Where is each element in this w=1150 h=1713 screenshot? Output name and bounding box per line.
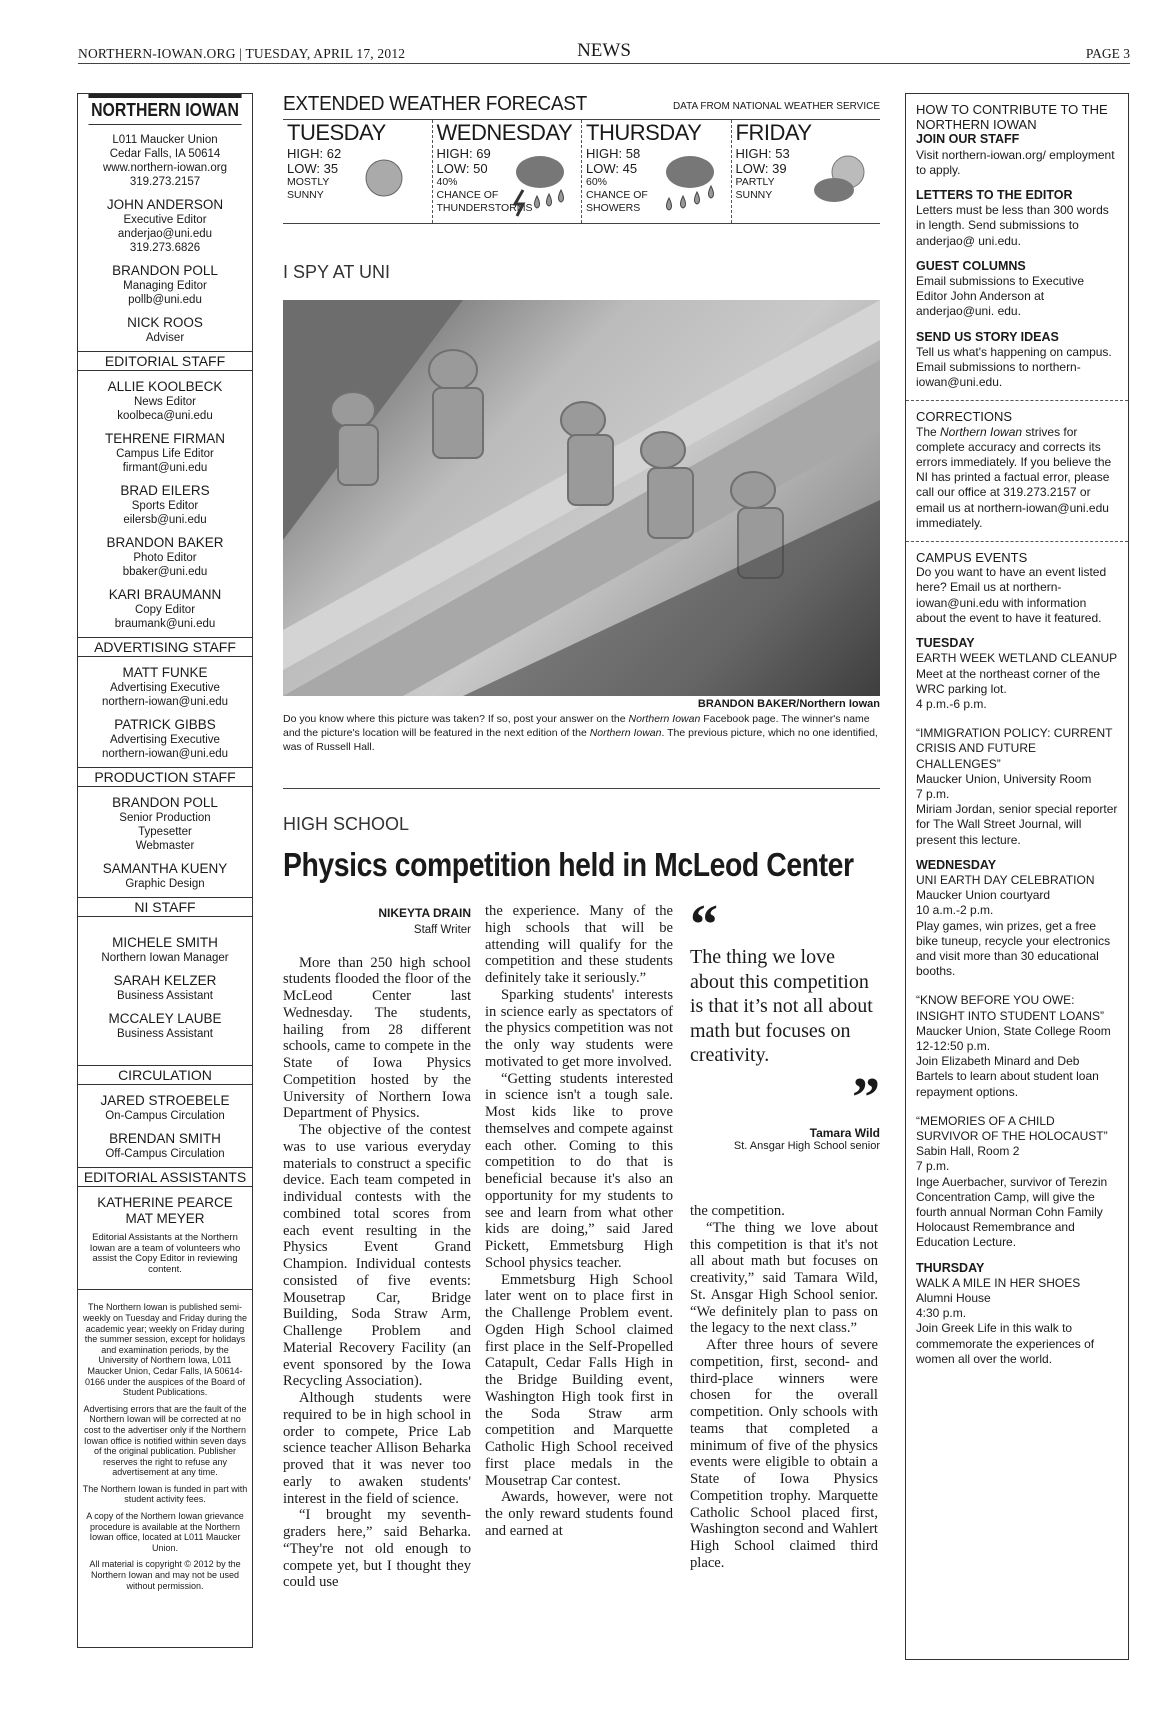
staff-detail: northern-iowan@uni.edu (101, 696, 229, 708)
staff-section-heading: PRODUCTION STAFF (78, 767, 252, 787)
caption-text: Facebook page. The winner's name and the picture's location will be featured in the next edition of the (283, 713, 870, 739)
event-listing (916, 993, 1118, 1099)
publication-notice: The Northern Iowan is published semi-weekly on Tuesday and Friday during the academic year; weekly on Friday during the summer session, except for holidays and examination periods, by the University of Northern Iowa, L011 Maucker Union, Cedar Falls, IA 50614-0166 under the auspices of the Board of Student Publications. (82, 1302, 248, 1398)
events-day-heading: TUESDAY (916, 636, 975, 651)
sidebar-heading: LETTERS TO THE EDITOR (916, 188, 1073, 203)
staff-name: ALLIE KOOLBECK (107, 379, 223, 394)
staff-detail: pollb@uni.edu (128, 294, 202, 306)
event-line: Maucker Union courtyard (916, 888, 1051, 903)
forecast-description: SUNNY (735, 189, 773, 201)
caption-publication: Northern Iowan (628, 713, 701, 725)
dashed-divider (906, 541, 1128, 542)
event-listing (916, 726, 1118, 848)
event-listing (916, 873, 1118, 979)
sidebar-heading: JOIN OUR STAFF (916, 132, 1020, 147)
article-column-2 (485, 903, 673, 1540)
staff-name: KATHERINE PEARCE (97, 1195, 233, 1210)
byline (283, 905, 471, 939)
event-line: “KNOW BEFORE YOU OWE: INSIGHT INTO STUDENT LOANS” (916, 993, 1105, 1023)
staff-name: PATRICK GIBBS (114, 717, 216, 732)
sidebar-heading: SEND US STORY IDEAS (916, 329, 1059, 344)
staff-name: TEHRENE FIRMAN (104, 431, 225, 446)
event-line: Join Elizabeth Minard and Deb Bartels to learn about student loan repayment options. (916, 1054, 1099, 1099)
staff-entry (78, 197, 252, 255)
article-paragraph: Emmetsburg High School later went on to place first in the Challenge Problem event. Ogden High School claimed first place in the Self-Propelled Catapult, Cedar Falls High in the Bridge Building event, Washington High took first in the Soda Straw arm competition and Marquette Catholic High School received first place medals in the Mousetrap Car contest. (485, 1271, 673, 1489)
weather-day-tuesday (283, 120, 432, 223)
staff-name: MAT MEYER (125, 1211, 205, 1226)
address-line: L011 Maucker Union (112, 134, 218, 146)
relief-sculpture-image (283, 300, 880, 696)
caption-text: . The previous picture, which no one identified, was of Russell Hall. (283, 727, 878, 753)
forecast-description: CHANCE OF (586, 189, 648, 201)
staff-detail: Off-Campus Circulation (105, 1148, 225, 1160)
page-number: PAGE 3 (1085, 46, 1130, 61)
article-paragraph: “Getting students interested in science isn't a tough sale. Most kids like to prove themselves and compete against each other. Coming to this competition to do that is beneficial because it's also an opportunity for my students to see and learn from what other kids are doing,” said Jared Pickett, Emmetsburg High School physics teacher. (485, 1070, 673, 1271)
masthead-box (77, 93, 253, 1648)
staff-entry (78, 665, 252, 709)
staff-detail: Executive Editor (123, 214, 207, 226)
staff-entry (78, 795, 252, 853)
staff-entry (78, 1195, 252, 1227)
event-line: 12-12:50 p.m. (916, 1038, 991, 1053)
day-name: FRIDAY (735, 120, 812, 145)
high-temp: HIGH: 69 (436, 146, 491, 161)
article-paragraph: The objective of the contest was to use various everyday materials to construct a specific device. Each team competed in individual contests with the combined total scores from each event resulting in the Physics Event Grand Champion. Individual contests consisted of five events: Mousetrap Car, Bridge Building, Soda Straw Arm, Challenge Problem and Material Recovery Facility (an event sponsored by the Iowa Recycling Association). (283, 1122, 471, 1390)
staff-name: BRANDON POLL (112, 795, 218, 810)
staff-entry (78, 1093, 252, 1123)
sidebar-text: Letters must be less than 300 words in length. Send submissions to anderjao@ uni.edu. (916, 203, 1109, 248)
sidebar-text: Email submissions to Executive Editor John Anderson at anderjao@uni. edu. (916, 274, 1085, 319)
low-temp: LOW: 39 (735, 161, 787, 176)
event-line: Alumni House (916, 1291, 991, 1306)
page-header (78, 38, 1130, 64)
article-kicker: HIGH SCHOOL (283, 814, 410, 834)
staff-name: BRANDON BAKER (106, 535, 224, 550)
staff-name: NICK ROOS (127, 315, 203, 330)
event-line: 4:30 p.m. (916, 1306, 967, 1321)
staff-entry (78, 587, 252, 631)
contribute-sidebar (905, 93, 1129, 1660)
events-day-heading: THURSDAY (916, 1260, 985, 1275)
event-line: Meet at the northeast corner of the WRC parking lot. (916, 666, 1101, 696)
pull-quote (690, 894, 880, 1152)
article-headline: Physics competition held in McLeod Center (283, 846, 854, 883)
article-paragraph: Sparking students' interests in science early as spectators of the physics competition was not the only way students were motivated to get more involved. (485, 986, 673, 1070)
low-temp: LOW: 35 (287, 161, 339, 176)
staff-section-heading: NI STAFF (78, 897, 252, 917)
event-line: Sabin Hall, Room 2 (916, 1144, 1020, 1159)
staff-name: SAMANTHA KUENY (102, 861, 228, 876)
events-intro: Do you want to have an event listed here? Email us at northern-iowan@uni.edu with information about the event to have it featured. (916, 565, 1107, 625)
staff-detail: 319.273.6826 (129, 242, 201, 254)
divider (283, 788, 880, 789)
staff-name: KARI BRAUMANN (108, 587, 222, 602)
staff-name: JOHN ANDERSON (106, 197, 224, 212)
event-listing (916, 1114, 1118, 1251)
article-paragraph: More than 250 high school students flooded the floor of the McLeod Center last Wednesday. The students, hailing from 28 different schools, came to compete in the State of Iowa Physics Competition hosted by the University of Northern Iowa Department of Physics. (283, 954, 471, 1122)
staff-detail: Northern Iowan Manager (101, 952, 229, 964)
publication-notice: All material is copyright © 2012 by the Northern Iowan and may not be used without permission. (89, 1559, 241, 1591)
staff-entry (78, 1011, 252, 1041)
close-quote-mark: ” (852, 1066, 880, 1129)
high-temp: HIGH: 53 (735, 146, 790, 161)
day-name: THURSDAY (586, 120, 702, 145)
sidebar-title: HOW TO CONTRIBUTE TO THE NORTHERN IOWAN (916, 102, 1108, 133)
forecast-description: 40% (436, 176, 458, 188)
sidebar-text: Visit northern-iowan.org/ employment to apply. (916, 147, 1115, 177)
staff-entry (78, 431, 252, 475)
staff-detail: Business Assistant (117, 1028, 213, 1040)
thunderstorm-icon (505, 150, 575, 220)
publication-notice: A copy of the Northern Iowan grievance procedure is available at the Northern Iowan office, located at L011 Maucker Union. (86, 1511, 244, 1553)
pull-quote-role: St. Ansgar High School senior (733, 1139, 880, 1152)
forecast-description: PARTLY (735, 176, 775, 188)
site-url: NORTHERN-IOWAN.ORG (78, 46, 236, 61)
staff-detail: koolbeca@uni.edu (117, 410, 213, 422)
article-paragraph: Although students were required to be in high school in order to compete, Price Lab science teacher Allison Beharka proved that it was never too early to awaken students' interest in the field of science. (283, 1390, 471, 1507)
corrections-text-part: strives for complete accuracy and corrects its errors immediately. If you believe the NI has printed a factual error, please call our office at 319.273.2157 or email us at northern-iowan@uni.edu immediately. (916, 424, 1112, 530)
day-name: WEDNESDAY (436, 120, 573, 145)
corrections-text-part: Northern Iowan (940, 424, 1023, 439)
staff-detail: Graphic Design (125, 878, 205, 890)
staff-section-heading: EDITORIAL STAFF (78, 351, 252, 371)
masthead-title: NORTHERN IOWAN (88, 94, 241, 125)
event-line: 7 p.m. (916, 1159, 950, 1174)
caption-text: Do you know where this picture was taken? If so, post your answer on the (283, 713, 629, 725)
event-line: “IMMIGRATION POLICY: CURRENT CRISIS AND FUTURE CHALLENGES” (916, 726, 1113, 771)
pull-quote-text: The thing we love about this competition is that it’s not all about math but focuses on creativity. (690, 946, 873, 1066)
section-name: NEWS (577, 40, 631, 61)
staff-entry (78, 861, 252, 891)
rain-icon (655, 150, 725, 220)
staff-detail: anderjao@uni.edu (117, 228, 213, 240)
staff-detail: braumank@uni.edu (114, 618, 216, 630)
staff-entry (78, 535, 252, 579)
staff-detail: Advertising Executive (110, 734, 220, 746)
event-line: UNI EARTH DAY CELEBRATION (916, 872, 1095, 887)
weather-day-friday (731, 120, 881, 223)
article-paragraph: “The thing we love about this competition is that it's not all about math but focuses on creativity,” said Tamara Wild, St. Ansgar High School senior. “We definitely plan to pass on the legacy to the next class.” (690, 1219, 878, 1337)
day-name: TUESDAY (287, 120, 386, 145)
header-site-date: NORTHERN-IOWAN.ORG | TUESDAY, APRIL 17, 2012 (78, 46, 406, 61)
photo-credit: BRANDON BAKER/Northern Iowan (697, 698, 880, 710)
event-line: Inge Auerbacher, survivor of Terezin Concentration Camp, will give the fourth annual Norman Cohn Family Holocaust Remembrance and Education Lecture. (916, 1174, 1108, 1250)
low-temp: LOW: 45 (586, 161, 638, 176)
events-day-heading: WEDNESDAY (916, 857, 997, 872)
high-temp: HIGH: 62 (287, 146, 342, 161)
article-column-3 (690, 1203, 878, 1572)
forecast-description: SUNNY (287, 189, 324, 201)
assistants-note: Editorial Assistants at the Northern Iowan are a team of volunteers who assist the Copy Editor in reviewing content. (78, 1233, 252, 1290)
staff-detail: Webmaster (135, 840, 195, 852)
event-line: WALK A MILE IN HER SHOES (916, 1275, 1081, 1290)
corrections-title: CORRECTIONS (916, 409, 1013, 425)
staff-name: JARED STROEBELE (100, 1093, 230, 1108)
partly-sunny-icon (804, 150, 874, 220)
publication-notice: Advertising errors that are the fault of the Northern Iowan will be corrected at no cost to the advertiser only if the Northern Iowan office is notified within seven days of the original publication. Publisher reserves the right to refuse any advertisement at any time. (83, 1403, 247, 1478)
staff-detail: Senior Production (119, 812, 211, 824)
event-listing (916, 651, 1118, 712)
staff-detail: northern-iowan@uni.edu (101, 748, 229, 760)
caption-publication: Northern Iowan (589, 727, 662, 739)
dashed-divider (906, 400, 1128, 401)
staff-section-heading: ADVERTISING STAFF (78, 637, 252, 657)
staff-detail: firmant@uni.edu (122, 462, 208, 474)
pull-quote-name: Tamara Wild (809, 1125, 880, 1140)
event-line: Maucker Union, University Room (916, 771, 1092, 786)
staff-entry (78, 379, 252, 423)
article-paragraph: After three hours of severe competition, first, second- and third-place winners were chosen for the overall competition. Only schools with teams that completed a minimum of five of the physics events were eligible to obtain a State of Iowa Physics Competition trophy. Marquette Catholic School placed first, Washington second and Wahlert High School claimed third place. (690, 1337, 878, 1571)
weather-day-thursday (581, 120, 731, 223)
article-column-1 (283, 905, 471, 1591)
event-line: 10 a.m.-2 p.m. (916, 903, 994, 918)
staff-detail: Managing Editor (123, 280, 207, 292)
byline-name: NIKEYTA DRAIN (378, 906, 471, 920)
forecast-description: MOSTLY (287, 176, 330, 188)
weather-source: DATA FROM NATIONAL WEATHER SERVICE (672, 101, 880, 112)
weather-days (283, 120, 880, 224)
event-line: 7 p.m. (916, 786, 950, 801)
corrections-text (916, 425, 1118, 531)
sun-icon (356, 150, 426, 220)
weather-day-wednesday (432, 120, 582, 223)
staff-entry (78, 315, 252, 345)
sidebar-text: Tell us what's happening on campus. Email submissions to northern-iowan@uni.edu. (916, 344, 1112, 390)
staff-name: BRAD EILERS (120, 483, 210, 498)
forecast-description: CHANCE OF (436, 189, 499, 201)
staff-entry (78, 935, 252, 965)
event-line: Play games, win prizes, get a free bike tuneup, recycle your electronics and visit more than 30 educational booths. (916, 918, 1111, 979)
event-listing (916, 1276, 1118, 1367)
staff-section-heading: EDITORIAL ASSISTANTS (78, 1167, 252, 1187)
event-line: Join Greek Life in this walk to commemorate the experiences of women all over the world. (916, 1321, 1095, 1366)
address-line: Cedar Falls, IA 50614 (109, 148, 221, 160)
ispy-title: I SPY AT UNI (283, 262, 391, 282)
corrections-text-part: The (916, 424, 941, 439)
staff-name: BRANDON POLL (112, 263, 218, 278)
staff-detail: On-Campus Circulation (105, 1110, 225, 1122)
address-line: 319.273.2157 (129, 176, 201, 188)
event-line: EARTH WEEK WETLAND CLEANUP (916, 651, 1118, 666)
article-paragraph: the experience. Many of the high schools that will be attending will qualify for the competition and these students definitely take it seriously.” (485, 903, 673, 986)
staff-entry (78, 717, 252, 761)
article-paragraph: the competition. (690, 1203, 785, 1219)
staff-name: BRENDAN SMITH (109, 1131, 221, 1146)
event-line: Miriam Jordan, senior special reporter for The Wall Street Journal, will present this lecture. (916, 802, 1118, 847)
staff-detail: Campus Life Editor (116, 448, 214, 460)
staff-name: SARAH KELZER (113, 973, 217, 988)
forecast-description: SHOWERS (586, 202, 641, 214)
masthead-address (78, 133, 252, 189)
forecast-description: THUNDERSTORMS (436, 202, 533, 214)
photo-caption (283, 712, 880, 754)
event-line: 4 p.m.-6 p.m. (916, 696, 987, 711)
staff-detail: Typesetter (138, 826, 192, 838)
staff-detail: eilersb@uni.edu (123, 514, 207, 526)
article-paragraph: “I brought my seventh-graders here,” said Beharka. “They're not old enough to compete yet, but I thought they could use (283, 1507, 471, 1591)
ispy-photo (283, 300, 880, 696)
staff-entry (78, 483, 252, 527)
staff-detail: Photo Editor (133, 552, 197, 564)
byline-title: Staff Writer (413, 923, 471, 936)
staff-name: MATT FUNKE (122, 665, 208, 680)
article-paragraph: Awards, however, were not the only reward students found and earned at (485, 1489, 673, 1539)
event-line: “MEMORIES OF A CHILD SURVIVOR OF THE HOLOCAUST” (916, 1113, 1108, 1143)
events-title: CAMPUS EVENTS (916, 550, 1028, 566)
issue-date: TUESDAY, APRIL 17, 2012 (245, 46, 406, 61)
staff-detail: News Editor (134, 396, 196, 408)
staff-entry (78, 973, 252, 1003)
open-quote-mark: “ (690, 894, 718, 956)
staff-entry (78, 263, 252, 307)
staff-name: MCCALEY LAUBE (108, 1011, 222, 1026)
address-line: www.northern-iowan.org (102, 162, 227, 174)
weather-forecast (283, 93, 880, 224)
high-temp: HIGH: 58 (586, 146, 641, 161)
staff-detail: Copy Editor (134, 604, 196, 616)
staff-detail: Adviser (145, 332, 185, 344)
sidebar-heading: GUEST COLUMNS (916, 258, 1026, 273)
forecast-description: 60% (586, 176, 608, 188)
low-temp: LOW: 50 (436, 161, 488, 176)
staff-detail: Business Assistant (117, 990, 213, 1002)
staff-detail: bbaker@uni.edu (122, 566, 208, 578)
weather-title: EXTENDED WEATHER FORECAST (283, 93, 587, 115)
event-line: Maucker Union, State College Room (916, 1023, 1111, 1038)
staff-detail: Advertising Executive (110, 682, 220, 694)
publication-notice: The Northern Iowan is funded in part with student activity fees. (82, 1483, 248, 1505)
staff-section-heading: CIRCULATION (78, 1065, 252, 1085)
staff-entry (78, 1131, 252, 1161)
staff-name: MICHELE SMITH (112, 935, 218, 950)
staff-detail: Sports Editor (131, 500, 199, 512)
